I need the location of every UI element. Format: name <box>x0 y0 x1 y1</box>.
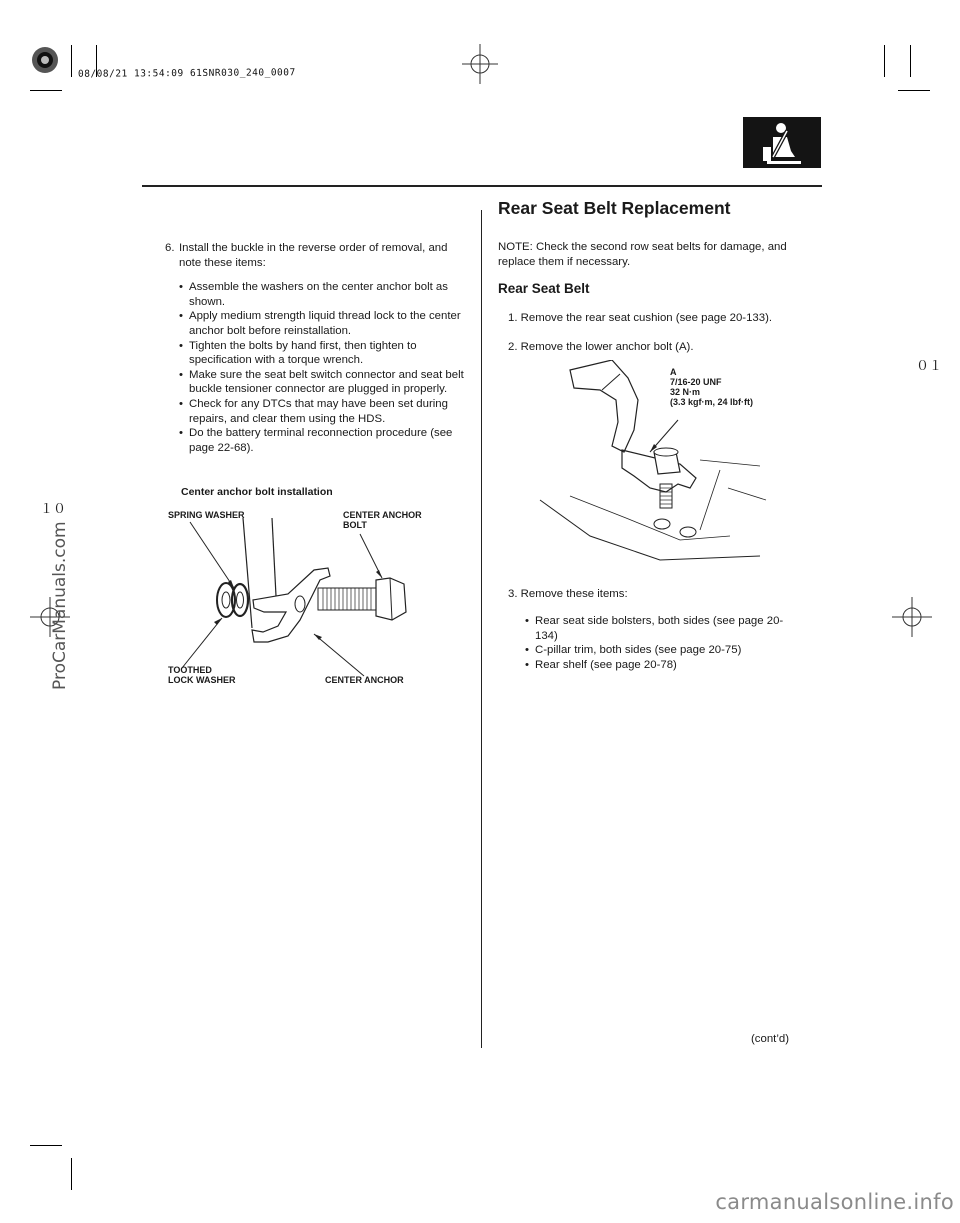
label-center-anchor: CENTER ANCHOR <box>325 675 404 685</box>
column-divider <box>481 210 482 1048</box>
crop-mark <box>71 45 72 77</box>
registration-mark-top-left <box>30 45 60 75</box>
margin-mark-right: ０１ <box>916 359 943 374</box>
crosshair-mark-top <box>462 44 498 89</box>
crop-mark <box>910 45 911 77</box>
figure-caption: Center anchor bolt installation <box>181 486 333 498</box>
page-title: Rear Seat Belt Replacement <box>498 198 731 218</box>
list-item: • Rear shelf (see page 20-78) <box>525 658 785 673</box>
step-6-bullets <box>165 280 465 455</box>
list-item: • Apply medium strength liquid thread lock to the center anchor bolt before reinstallation. <box>179 309 465 338</box>
list-item: • Tighten the bolts by hand first, then tighten to specification with a torque wrench. <box>179 339 465 368</box>
seat-belt-section-icon <box>743 117 821 168</box>
step-1: 1. Remove the rear seat cushion (see page 20-133). <box>508 312 773 324</box>
crop-mark <box>30 90 62 91</box>
label-spring-washer: SPRING WASHER <box>168 510 245 520</box>
crop-mark <box>30 1145 62 1146</box>
crop-mark <box>884 45 885 77</box>
header-rule <box>142 185 822 187</box>
label-a-torque: A 7/16-20 UNF 32 N·m (3.3 kgf·m, 24 lbf·ft) <box>670 367 754 407</box>
step-3: 3. Remove these items: <box>508 588 628 600</box>
print-stamp: 08/08/21 13:54:09 61SNR030_240_0007 <box>77 67 296 80</box>
step-number: 6. <box>165 242 175 254</box>
list-item: • Do the battery terminal reconnection procedure (see page 22-68). <box>179 426 465 455</box>
label-toothed-lock-washer: TOOTHED LOCK WASHER <box>168 665 236 685</box>
label-center-anchor-bolt: CENTER ANCHOR BOLT <box>343 510 422 530</box>
step-2: 2. Remove the lower anchor bolt (A). <box>508 341 694 353</box>
side-watermark: ProCarManuals.com <box>50 521 70 690</box>
margin-mark-left: １０ <box>40 502 67 517</box>
list-item: • Make sure the seat belt switch connector and seat belt buckle tensioner connector are plugged in properly. <box>179 368 465 397</box>
list-item: • C-pillar trim, both sides (see page 20-75) <box>525 643 785 658</box>
continued-note: (cont’d) <box>751 1033 789 1045</box>
step-text: Install the buckle in the reverse order of removal, and note these items: <box>179 242 448 269</box>
footer-watermark: carmanualsonline.info <box>715 1190 954 1214</box>
section-title: Rear Seat Belt <box>498 281 590 296</box>
note-text: NOTE: Check the second row seat belts for damage, and replace them if necessary. <box>498 241 787 268</box>
crosshair-mark-right <box>892 597 932 642</box>
crop-mark <box>898 90 930 91</box>
crop-mark <box>71 1158 72 1190</box>
list-item: • Rear seat side bolsters, both sides (see page 20-134) <box>525 614 785 643</box>
list-item: • Check for any DTCs that may have been set during repairs, and clear them using the HDS. <box>179 397 465 426</box>
step-3-bullets <box>525 614 785 672</box>
step-6 <box>165 241 465 455</box>
list-item: • Assemble the washers on the center anchor bolt as shown. <box>179 280 465 309</box>
